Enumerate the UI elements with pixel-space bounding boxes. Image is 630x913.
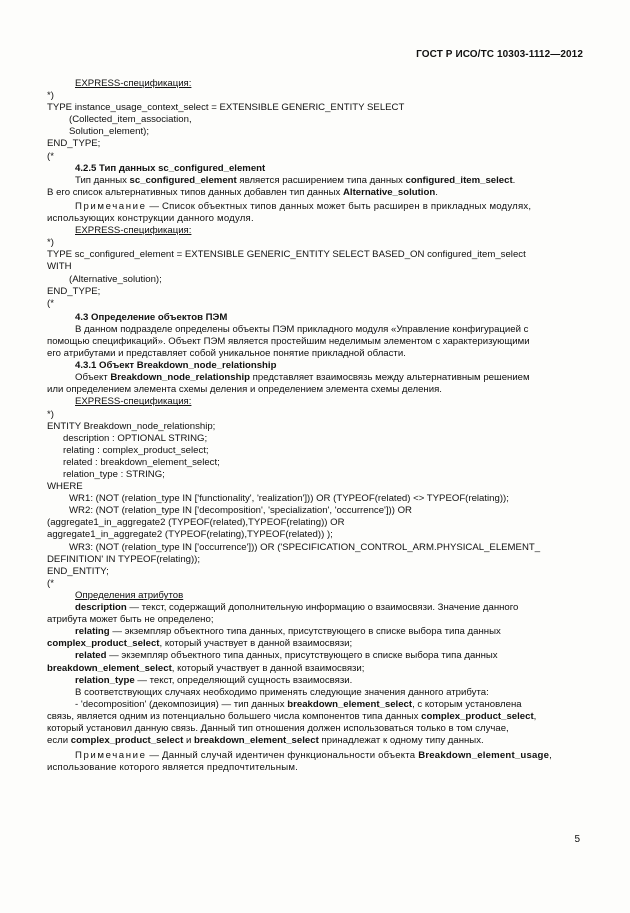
code-line: (*	[47, 297, 54, 309]
code-line: Solution_element);	[69, 126, 149, 138]
code-line: (aggregate1_in_aggregate2 (TYPEOF(related),TYPEOF(relating)) OR	[47, 517, 345, 529]
code-line: END_ENTITY;	[47, 565, 109, 577]
code-line: (Alternative_solution);	[69, 273, 162, 285]
code-line: (*	[47, 150, 54, 162]
document-header: ГОСТ Р ИСО/ТС 10303-1112—2012	[416, 49, 583, 60]
express-title: EXPRESS-спецификация:	[75, 396, 192, 408]
code-line: TYPE instance_usage_context_select = EXTENSIBLE GENERIC_ENTITY SELECT	[47, 102, 405, 114]
paragraph-line: или определением элемента схемы деления и определением элемента схемы деления.	[47, 384, 442, 396]
attr-related: related — экземпляр объектного типа данных, присутствующего в списке выбора типа данных	[75, 650, 498, 662]
paragraph-line: complex_product_select, который участвует в данной взаимосвязи;	[47, 638, 353, 650]
code-line: *)	[47, 90, 54, 102]
code-line: WITH	[47, 261, 72, 273]
code-line: (Collected_item_association,	[69, 114, 192, 126]
code-line: (*	[47, 577, 54, 589]
code-line: *)	[47, 408, 54, 420]
express-title: EXPRESS-спецификация:	[75, 78, 192, 89]
code-line: relating : complex_product_select;	[63, 444, 209, 456]
paragraph-line: его атрибутами и представляет собой уникальное понятие прикладной области.	[47, 348, 406, 360]
paragraph-line: помощью спецификаций». Объект ПЭМ является простейшим неделимым элементом с характеризующими	[47, 335, 530, 347]
note-line: Примечание — Данный случай идентичен функциональности объекта Breakdown_element_usage,	[75, 750, 553, 762]
code-line: TYPE sc_configured_element = EXTENSIBLE GENERIC_ENTITY SELECT BASED_ON configured_item_select	[47, 249, 526, 261]
paragraph-line: если complex_product_select и breakdown_element_select принадлежат к одному типу данных.	[47, 735, 484, 747]
code-line: ENTITY Breakdown_node_relationship;	[47, 420, 216, 432]
paragraph-line: атрибута может быть не определено;	[47, 614, 214, 626]
note-line: использование которого является предпочтительным.	[47, 762, 298, 774]
paragraph-line: который установил данную связь. Данный тип отношения должен использоваться только в том случае,	[47, 722, 509, 734]
code-line: description : OPTIONAL STRING;	[63, 432, 208, 444]
paragraph-line: В данном подразделе определены объекты ПЭМ прикладного модуля «Управление конфигурацией с	[75, 323, 529, 335]
code-line: END_TYPE;	[47, 138, 101, 150]
paragraph-line: Тип данных sc_configured_element является расширением типа данных configured_item_select.	[75, 174, 516, 186]
code-line: WR3: (NOT (relation_type IN ['occurrence'])) OR ('SPECIFICATION_CONTROL_ARM.PHYSICAL_ELEMENT_	[69, 541, 541, 553]
code-line: DEFINITION' IN TYPEOF(relating));	[47, 553, 201, 565]
page-content	[47, 78, 584, 774]
attr-relation-type: relation_type — текст, определяющий сущность взаимосвязи.	[75, 674, 353, 686]
express-title: EXPRESS-спецификация:	[75, 225, 192, 237]
paragraph-line: breakdown_element_select, который участвует в данной взаимосвязи;	[47, 662, 365, 674]
paragraph-line: В соответствующих случаях необходимо применять следующие значения данного атрибута:	[75, 686, 489, 698]
list-item: - 'decomposition' (декомпозиция) — тип данных breakdown_element_select, с которым установлена	[75, 698, 522, 710]
section-heading-4-3: 4.3 Определение объектов ПЭМ	[75, 311, 228, 323]
attributes-title: Определения атрибутов	[75, 589, 184, 601]
code-line: WR2: (NOT (relation_type IN ['decomposition', 'specialization', 'occurrence'])) OR	[69, 505, 412, 517]
paragraph-line: Объект Breakdown_node_relationship представляет взаимосвязь между альтернативным решением	[75, 372, 530, 384]
code-line: END_TYPE;	[47, 285, 101, 297]
code-line: WHERE	[47, 481, 83, 493]
code-line: WR1: (NOT (relation_type IN ['functionality', 'realization'])) OR (TYPEOF(related) <> TYPEOF(relating));	[69, 493, 509, 505]
code-line: relation_type : STRING;	[63, 469, 165, 480]
code-line: *)	[47, 237, 54, 249]
page-number: 5	[574, 834, 580, 845]
code-line: aggregate1_in_aggregate2 (TYPEOF(relating),TYPEOF(related)) );	[47, 529, 333, 541]
note-line: Примечание — Список объектных типов данных может быть расширен в прикладных модулях,	[75, 200, 532, 212]
section-heading-4-3-1: 4.3.1 Объект Breakdown_node_relationship	[75, 360, 277, 372]
paragraph-line: связь, является одним из потенциально большего числа компонентов типа данных complex_product_select,	[47, 710, 537, 722]
section-heading-4-2-5: 4.2.5 Тип данных sc_configured_element	[75, 162, 266, 174]
paragraph-line: В его список альтернативных типов данных добавлен тип данных Alternative_solution.	[47, 186, 438, 198]
attr-description: description — текст, содержащий дополнительную информацию о взаимосвязи. Значение данного	[75, 602, 519, 614]
attr-relating: relating — экземпляр объектного типа данных, присутствующего в списке выбора типа данных	[75, 626, 501, 638]
note-line: использующих конструкции данного модуля.	[47, 213, 254, 225]
code-line: related : breakdown_element_select;	[63, 456, 220, 468]
